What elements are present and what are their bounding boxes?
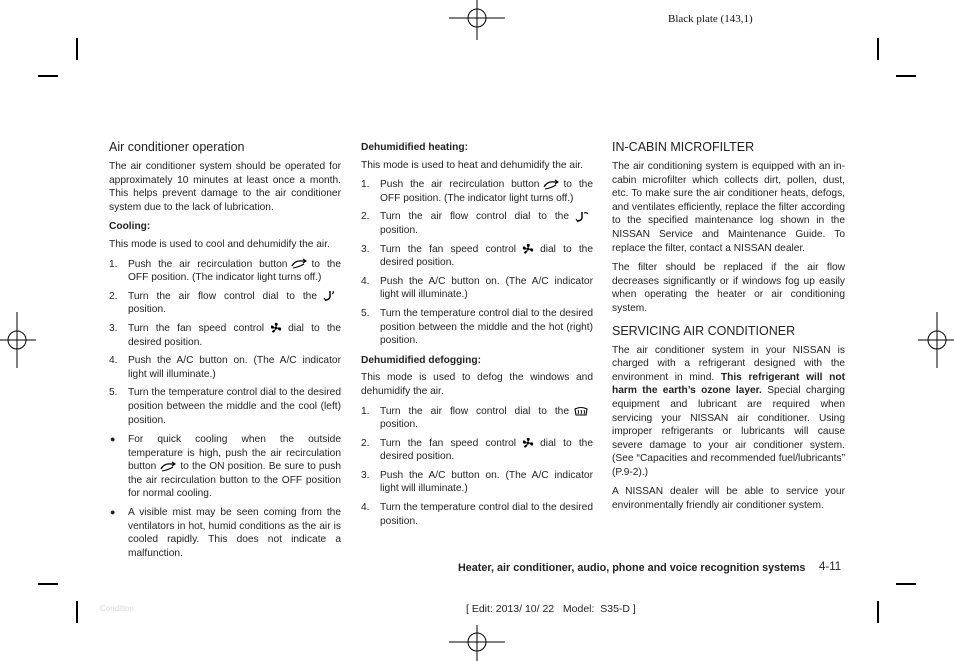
paragraph: A NISSAN dealer will be able to service your environmentally friendly air conditioner system. <box>612 486 845 512</box>
recirculation-icon <box>159 461 177 473</box>
list-item: ● For quick cooling when the outside temperature is high, push the air recirculation button to the ON position. Be sure to push the air recirculation button to the OFF position for normal cooling. <box>110 434 341 500</box>
column-3 <box>612 140 845 519</box>
fan-icon <box>519 243 537 255</box>
crop-mark <box>877 601 879 623</box>
list-item: 2. Turn the air flow control dial to theposition. <box>109 290 341 317</box>
step-list <box>361 405 593 529</box>
list-item: 4. Turn the temperature control dial to the desired position. <box>361 502 593 527</box>
foot-defrost-icon <box>572 211 590 223</box>
defrost-icon <box>572 405 590 417</box>
registration-mark-icon <box>449 0 505 40</box>
fan-icon <box>267 322 285 334</box>
registration-mark-icon <box>449 625 505 661</box>
crop-mark <box>38 75 58 77</box>
recirculation-icon <box>542 179 560 191</box>
paragraph: The air conditioner system should be operated for approximately 10 minutes at least once a month. This helps prevent damage to the air conditioner system due to the lack of lubrication. <box>109 161 341 213</box>
list-item: 3. Push the A/C button on. (The A/C indicator light will illuminate.) <box>361 469 593 495</box>
paragraph: This mode is used to heat and dehumidify the air. <box>361 159 583 171</box>
recirculation-icon <box>290 258 308 270</box>
page-number: 4-11 <box>819 561 842 573</box>
section-title: IN-CABIN MICROFILTER <box>612 140 755 154</box>
crop-mark <box>76 601 78 623</box>
column-2 <box>361 141 593 534</box>
list-item: ● A visible mist may be seen coming from the ventilators in hot, humid conditions as the air is cooled rapidly. This does not indicate a malfunction. <box>110 507 341 559</box>
registration-mark-icon <box>918 312 954 368</box>
subheading: Cooling: <box>109 221 151 233</box>
paragraph: The air conditioning system is equipped with an in-cabin microfilter which collects dirt, pollen, dust, etc. To make sure the air conditioner heats, defogs, and ventilates efficiently, replace the filter according to the specified maintenance log shown in the NISSAN Service and Maintenance Guide. To replace the filter, contact a NISSAN dealer. <box>612 161 845 254</box>
list-item: 4. Push the A/C button on. (The A/C indicator light will illuminate.) <box>109 355 341 380</box>
bullet-list <box>109 433 341 560</box>
foot-vent-icon <box>320 290 338 302</box>
crop-mark <box>877 38 879 60</box>
list-item: 5. Turn the temperature control dial to the desired position between the middle and the hot (right) position. <box>361 307 593 347</box>
plate-label: Black plate (143,1) <box>668 13 753 25</box>
step-list <box>361 178 593 348</box>
registration-mark-icon <box>0 312 36 368</box>
step-list <box>109 258 341 428</box>
paragraph: The filter should be replaced if the air flow decreases significantly or if windows fog up easily when operating the heater or air conditioning system. <box>612 262 845 314</box>
list-item: 1. Push the air recirculation button to the OFF position. (The indicator light turns off.) <box>109 258 341 284</box>
list-item: 5. Turn the temperature control dial to the desired position between the middle and the cool (left) position. <box>109 387 341 426</box>
subheading: Dehumidified heating: <box>361 142 468 153</box>
subheading: Dehumidified defogging: <box>361 354 481 366</box>
list-item: 2. Turn the fan speed control dial to the desired position. <box>361 437 593 463</box>
paragraph: This mode is used to defog the windows and dehumidify the air. <box>361 372 593 397</box>
fan-icon <box>519 437 537 449</box>
list-item: 2. Turn the air flow control dial to theposition. <box>361 210 593 237</box>
list-item: 1. Push the air recirculation button to the OFF position. (The indicator light turns off.) <box>361 179 593 204</box>
footer-section-title: Heater, air conditioner, audio, phone and voice recognition systems <box>458 562 806 574</box>
paragraph: The air conditioner system in your NISSAN is charged with a refrigerant designed with the environment in mind. This refrigerant will not harm the earth’s ozone layer. Special charging equipment and lubricant are required when servicing your NISSAN air conditioner. Using improper refrigerants or lubricants will cause severe damage to your air conditioner system. (See “Capacities and recommended fuel/lubricants” (P.9-2).) <box>612 344 845 478</box>
list-item: 3. Turn the fan speed control dial to the desired position. <box>109 322 341 348</box>
list-item: 1. Turn the air flow control dial to theposition. <box>361 405 593 432</box>
paragraph: This mode is used to cool and dehumidify the air. <box>109 238 330 250</box>
column-1 <box>109 140 341 566</box>
crop-mark <box>76 38 78 60</box>
edit-info: [ Edit: 2013/ 10/ 22 Model: S35-D ] <box>466 603 636 615</box>
crop-mark <box>896 75 916 77</box>
condition-label: Condition: <box>100 604 137 613</box>
list-item: 3. Turn the fan speed control dial to the desired position. <box>361 243 593 269</box>
crop-mark <box>38 583 58 585</box>
section-title: Air conditioner operation <box>109 140 245 154</box>
list-item: 4. Push the A/C button on. (The A/C indicator light will illuminate.) <box>361 275 593 301</box>
crop-mark <box>896 583 916 585</box>
section-title: SERVICING AIR CONDITIONER <box>612 323 796 338</box>
